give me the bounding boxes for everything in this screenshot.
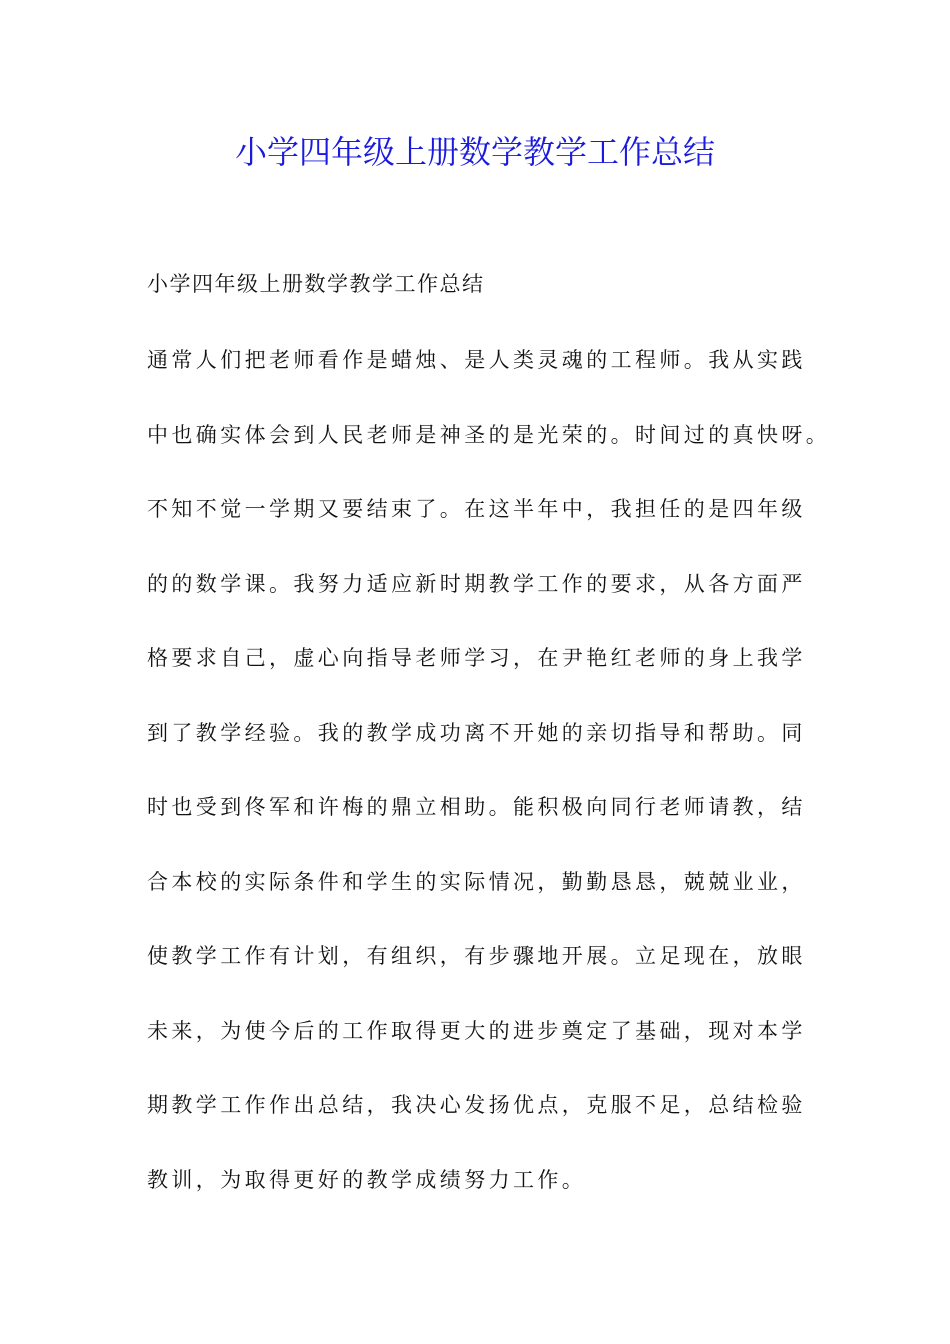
- body-line: 通常人们把老师看作是蜡烛、是人类灵魂的工程师。我从实践: [147, 348, 806, 372]
- body-line: 未来，为使今后的工作取得更大的进步奠定了基础，现对本学: [147, 1018, 806, 1043]
- body-line: 格要求自己，虚心向指导老师学习，在尹艳红老师的身上我学: [147, 646, 806, 670]
- body-line: 中也确实体会到人民老师是神圣的是光荣的。时间过的真快呀。: [147, 422, 831, 447]
- document-title: 小学四年级上册数学教学工作总结: [234, 133, 715, 171]
- body-line: 不知不觉一学期又要结束了。在这半年中，我担任的是四年级: [147, 497, 806, 521]
- body-line: 合本校的实际条件和学生的实际情况，勤勤恳恳，兢兢业业，: [147, 869, 806, 894]
- body-line: 教训，为取得更好的教学成绩努力工作。: [147, 1167, 587, 1192]
- body-line: 使教学工作有计划，有组织，有步骤地开展。立足现在，放眼: [147, 944, 806, 968]
- body-line: 的的数学课。我努力适应新时期教学工作的要求，从各方面严: [147, 571, 806, 596]
- body-text: [147, 344, 847, 1238]
- body-line: 期教学工作作出总结，我决心发扬优点，克服不足，总结检验: [147, 1093, 806, 1117]
- body-line: 时也受到佟军和许梅的鼎立相助。能积极向同行老师请教，结: [147, 795, 806, 819]
- document-subtitle: 小学四年级上册数学教学工作总结: [147, 272, 485, 296]
- body-line: 到了教学经验。我的教学成功离不开她的亲切指导和帮助。同: [147, 720, 806, 745]
